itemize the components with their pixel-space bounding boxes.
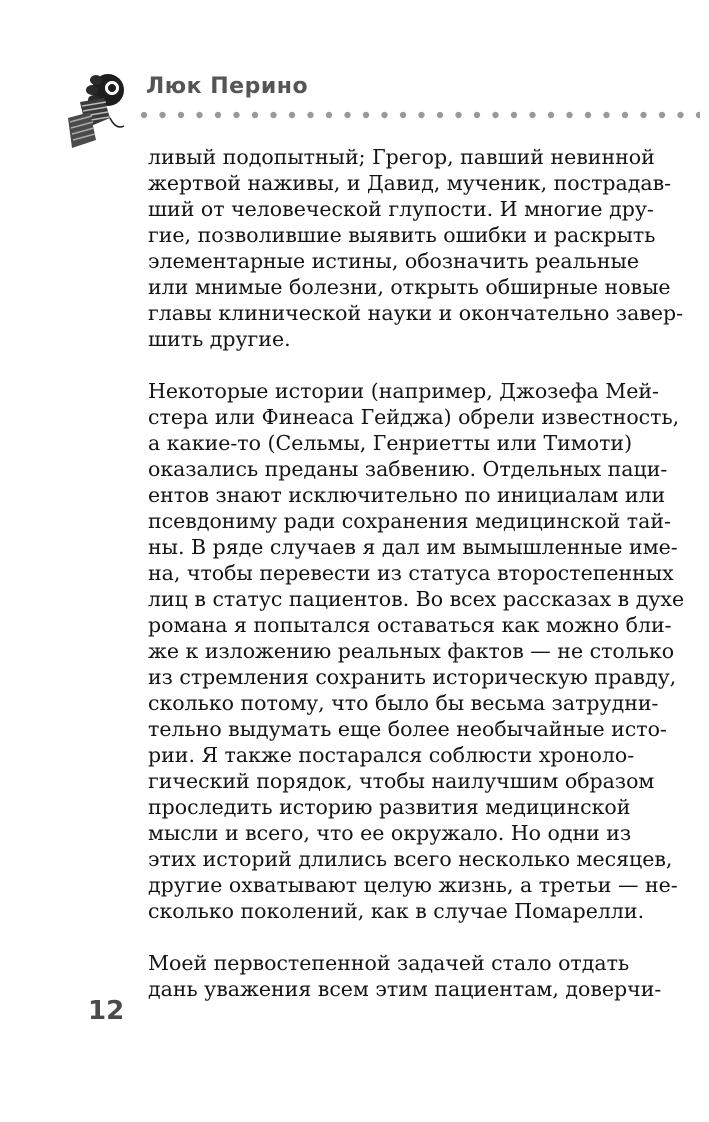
text-line: романа я попытался оставаться как можно бли- — [148, 613, 672, 637]
text-line: гический порядок, чтобы наилучшим образом — [148, 769, 655, 793]
text-line: проследить историю развития медицинской — [148, 795, 631, 819]
body-text — [148, 144, 685, 1028]
text-line: ентов знают исключительно по инициалам или — [148, 483, 666, 507]
running-header-author: Люк Перино — [146, 74, 309, 99]
text-line: стера или Финеаса Гейджа) обрели известность, — [148, 405, 680, 429]
text-line: тельно выдумать еще более необычайные исто- — [148, 717, 667, 741]
text-line: сколько потому, что было бы весьма затрудни- — [148, 691, 659, 715]
text-line: оказались преданы забвению. Отдельных паци- — [148, 457, 668, 481]
text-line: Моей первостепенной задачей стало отдать — [148, 951, 630, 975]
running-header — [60, 66, 700, 156]
text-line: псевдониму ради сохранения медицинской тай- — [148, 509, 671, 533]
dotted-rule — [140, 111, 700, 119]
text-line: элементарные истины, обозначить реальные — [148, 249, 639, 273]
text-line: ливый подопытный; Грегор, павший невинной — [148, 145, 655, 169]
text-line: Некоторые истории (например, Джозефа Мей- — [148, 379, 659, 403]
text-line: или мнимые болезни, открыть обширные новые — [148, 275, 671, 299]
text-line: этих историй длились всего несколько месяцев, — [148, 847, 673, 871]
text-line: ший от человеческой глупости. И многие дру- — [148, 197, 654, 221]
text-line: лиц в статус пациентов. Во всех рассказах в духе — [148, 587, 685, 611]
text-line: сколько поколений, как в случае Помарелли. — [148, 899, 645, 923]
page-number: 12 — [88, 996, 125, 1026]
text-line: главы клинической науки и окончательно завер- — [148, 301, 684, 325]
text-line: же к изложению реальных фактов — не столько — [148, 639, 675, 663]
text-line: жертвой наживы, и Давид, мученик, пострадав- — [148, 171, 672, 195]
text-line: а какие-то (Сельмы, Генриетты или Тимоти) — [148, 431, 633, 455]
text-line: из стремления сохранить историческую правду, — [148, 665, 677, 689]
text-line: шить другие. — [148, 327, 291, 351]
text-line: ны. В ряде случаев я дал им вымышленные име- — [148, 535, 678, 559]
paragraph-3 — [148, 950, 662, 1002]
paragraph-1 — [148, 144, 684, 352]
text-line: мысли и всего, что ее окружало. Но одни из — [148, 821, 632, 845]
text-line: дань уважения всем этим пациентам, доверчи- — [148, 977, 662, 1001]
text-line: другие охватывают целую жизнь, а третьи — не- — [148, 873, 678, 897]
text-line: на, чтобы перевести из статуса второстепенных — [148, 561, 674, 585]
magnifying-glass-hand-icon — [60, 66, 146, 152]
text-line: гие, позволившие выявить ошибки и раскрыть — [148, 223, 656, 247]
paragraph-2 — [148, 378, 685, 924]
text-line: рии. Я также постарался соблюсти хроноло- — [148, 743, 635, 767]
